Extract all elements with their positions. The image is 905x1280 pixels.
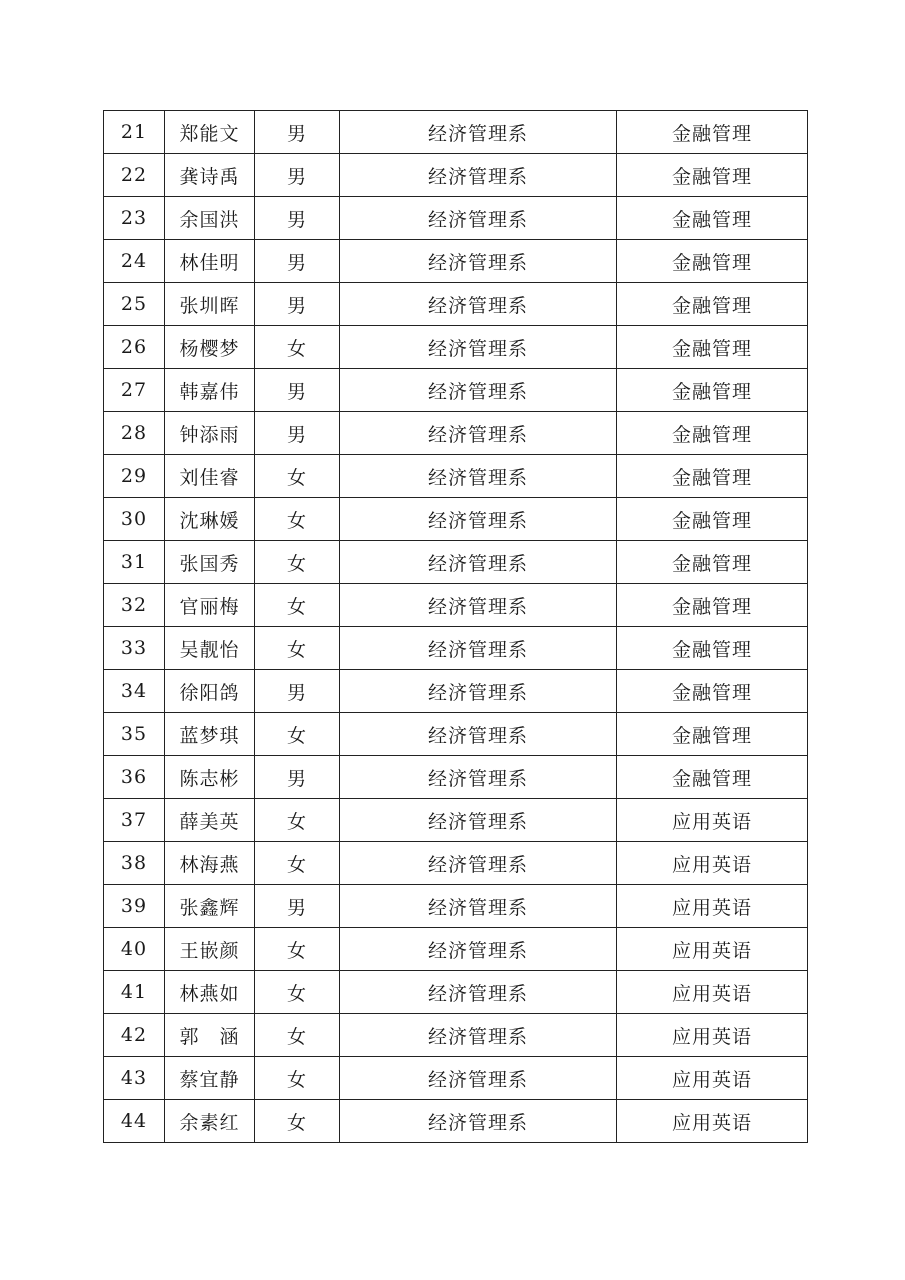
cell-department: 经济管理系 (340, 1057, 617, 1100)
cell-major: 金融管理 (617, 455, 808, 498)
cell-gender: 男 (255, 369, 340, 412)
table-row (104, 584, 808, 627)
table-row (104, 498, 808, 541)
cell-department: 经济管理系 (340, 627, 617, 670)
table-row (104, 541, 808, 584)
cell-number: 24 (104, 240, 165, 283)
cell-major: 应用英语 (617, 799, 808, 842)
cell-number: 33 (104, 627, 165, 670)
cell-student-name: 郑能文 (165, 111, 255, 154)
cell-number: 31 (104, 541, 165, 584)
cell-student-name: 杨樱梦 (165, 326, 255, 369)
cell-major: 应用英语 (617, 885, 808, 928)
cell-student-name: 陈志彬 (165, 756, 255, 799)
cell-number: 28 (104, 412, 165, 455)
cell-number: 42 (104, 1014, 165, 1057)
cell-department: 经济管理系 (340, 111, 617, 154)
cell-gender: 女 (255, 1057, 340, 1100)
cell-department: 经济管理系 (340, 1100, 617, 1143)
cell-major: 金融管理 (617, 713, 808, 756)
cell-major: 金融管理 (617, 584, 808, 627)
cell-department: 经济管理系 (340, 584, 617, 627)
cell-major: 金融管理 (617, 670, 808, 713)
table-row (104, 670, 808, 713)
cell-number: 44 (104, 1100, 165, 1143)
cell-major: 金融管理 (617, 541, 808, 584)
cell-student-name: 余素红 (165, 1100, 255, 1143)
cell-student-name: 张鑫辉 (165, 885, 255, 928)
cell-major: 金融管理 (617, 412, 808, 455)
cell-department: 经济管理系 (340, 842, 617, 885)
table-row (104, 412, 808, 455)
cell-department: 经济管理系 (340, 369, 617, 412)
cell-major: 应用英语 (617, 1014, 808, 1057)
cell-number: 40 (104, 928, 165, 971)
cell-gender: 女 (255, 713, 340, 756)
cell-major: 金融管理 (617, 154, 808, 197)
cell-student-name: 吴靓怡 (165, 627, 255, 670)
cell-number: 43 (104, 1057, 165, 1100)
cell-department: 经济管理系 (340, 1014, 617, 1057)
table-row (104, 842, 808, 885)
cell-department: 经济管理系 (340, 498, 617, 541)
cell-number: 39 (104, 885, 165, 928)
cell-gender: 女 (255, 1014, 340, 1057)
cell-department: 经济管理系 (340, 240, 617, 283)
table-row (104, 928, 808, 971)
cell-department: 经济管理系 (340, 455, 617, 498)
cell-department: 经济管理系 (340, 885, 617, 928)
cell-major: 应用英语 (617, 842, 808, 885)
cell-major: 应用英语 (617, 928, 808, 971)
cell-major: 金融管理 (617, 111, 808, 154)
cell-gender: 男 (255, 154, 340, 197)
cell-number: 35 (104, 713, 165, 756)
cell-student-name: 林燕如 (165, 971, 255, 1014)
cell-major: 金融管理 (617, 197, 808, 240)
cell-department: 经济管理系 (340, 756, 617, 799)
cell-student-name: 蔡宜静 (165, 1057, 255, 1100)
cell-gender: 女 (255, 799, 340, 842)
cell-gender: 女 (255, 326, 340, 369)
table-row (104, 971, 808, 1014)
cell-student-name: 徐阳鸽 (165, 670, 255, 713)
cell-number: 27 (104, 369, 165, 412)
cell-gender: 女 (255, 541, 340, 584)
cell-number: 26 (104, 326, 165, 369)
table-row (104, 369, 808, 412)
cell-major: 金融管理 (617, 326, 808, 369)
cell-gender: 男 (255, 885, 340, 928)
cell-department: 经济管理系 (340, 197, 617, 240)
cell-student-name: 林佳明 (165, 240, 255, 283)
cell-number: 23 (104, 197, 165, 240)
table-row (104, 326, 808, 369)
cell-gender: 女 (255, 1100, 340, 1143)
cell-gender: 女 (255, 842, 340, 885)
table-row (104, 1014, 808, 1057)
cell-gender: 女 (255, 455, 340, 498)
table-row (104, 455, 808, 498)
cell-student-name: 沈琳媛 (165, 498, 255, 541)
cell-department: 经济管理系 (340, 154, 617, 197)
cell-gender: 男 (255, 240, 340, 283)
table-row (104, 756, 808, 799)
table-row (104, 111, 808, 154)
cell-department: 经济管理系 (340, 928, 617, 971)
cell-number: 37 (104, 799, 165, 842)
cell-number: 36 (104, 756, 165, 799)
cell-student-name: 郭 涵 (165, 1014, 255, 1057)
cell-student-name: 钟添雨 (165, 412, 255, 455)
cell-number: 22 (104, 154, 165, 197)
cell-gender: 女 (255, 971, 340, 1014)
cell-student-name: 张国秀 (165, 541, 255, 584)
cell-major: 金融管理 (617, 498, 808, 541)
cell-major: 金融管理 (617, 240, 808, 283)
table-row (104, 154, 808, 197)
cell-gender: 男 (255, 283, 340, 326)
cell-student-name: 刘佳睿 (165, 455, 255, 498)
cell-number: 25 (104, 283, 165, 326)
cell-major: 金融管理 (617, 627, 808, 670)
cell-number: 21 (104, 111, 165, 154)
cell-student-name: 龚诗禹 (165, 154, 255, 197)
cell-student-name: 王嵌颜 (165, 928, 255, 971)
table-row (104, 240, 808, 283)
cell-number: 41 (104, 971, 165, 1014)
student-roster-table (103, 110, 808, 1143)
cell-department: 经济管理系 (340, 799, 617, 842)
roster-table-body (104, 111, 808, 1143)
cell-department: 经济管理系 (340, 971, 617, 1014)
cell-department: 经济管理系 (340, 670, 617, 713)
cell-major: 应用英语 (617, 1057, 808, 1100)
cell-gender: 男 (255, 111, 340, 154)
cell-major: 金融管理 (617, 283, 808, 326)
cell-major: 金融管理 (617, 369, 808, 412)
cell-gender: 女 (255, 498, 340, 541)
cell-gender: 男 (255, 670, 340, 713)
table-row (104, 885, 808, 928)
cell-gender: 女 (255, 627, 340, 670)
cell-gender: 女 (255, 928, 340, 971)
cell-major: 金融管理 (617, 756, 808, 799)
cell-number: 32 (104, 584, 165, 627)
cell-department: 经济管理系 (340, 283, 617, 326)
cell-gender: 男 (255, 197, 340, 240)
cell-department: 经济管理系 (340, 412, 617, 455)
cell-student-name: 韩嘉伟 (165, 369, 255, 412)
cell-number: 38 (104, 842, 165, 885)
table-row (104, 283, 808, 326)
cell-department: 经济管理系 (340, 541, 617, 584)
table-row (104, 1057, 808, 1100)
cell-number: 30 (104, 498, 165, 541)
cell-gender: 男 (255, 412, 340, 455)
cell-student-name: 蓝梦琪 (165, 713, 255, 756)
table-row (104, 799, 808, 842)
cell-student-name: 官丽梅 (165, 584, 255, 627)
cell-major: 应用英语 (617, 971, 808, 1014)
cell-student-name: 薛美英 (165, 799, 255, 842)
cell-student-name: 林海燕 (165, 842, 255, 885)
cell-number: 34 (104, 670, 165, 713)
cell-department: 经济管理系 (340, 713, 617, 756)
cell-department: 经济管理系 (340, 326, 617, 369)
table-row (104, 197, 808, 240)
cell-student-name: 余国洪 (165, 197, 255, 240)
cell-major: 应用英语 (617, 1100, 808, 1143)
cell-number: 29 (104, 455, 165, 498)
cell-student-name: 张圳晖 (165, 283, 255, 326)
cell-gender: 女 (255, 584, 340, 627)
cell-gender: 男 (255, 756, 340, 799)
table-row (104, 1100, 808, 1143)
table-row (104, 627, 808, 670)
table-row (104, 713, 808, 756)
